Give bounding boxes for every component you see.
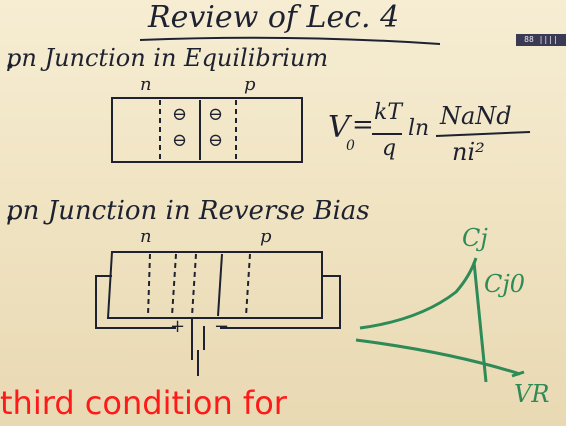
charge-1: ⊖ (172, 104, 188, 125)
equilibrium-junction-diagram (112, 98, 302, 162)
page-title: Review of Lec. 4 (148, 0, 400, 35)
eq-lhs-sub: 0 (346, 138, 355, 154)
eq-denominator-q: q (382, 136, 397, 161)
eq-numerator-kt: kT (374, 100, 403, 125)
charge-2: ⊖ (208, 104, 224, 125)
eq-equals: = (352, 110, 374, 140)
graph-x-label: VR (514, 380, 550, 408)
eq-frac-num: NaNd (440, 102, 512, 130)
label-p-equilibrium: p (244, 74, 256, 95)
subtitle-caption: third condition for (0, 384, 287, 422)
eq-frac-den: ni² (452, 138, 485, 166)
label-n-equilibrium: n (140, 74, 152, 95)
charge-3: ⊖ (172, 130, 188, 151)
heading-equilibrium: pn Junction in Equilibrium (6, 44, 329, 72)
x-axis (356, 340, 520, 374)
cj-curve (360, 258, 476, 328)
eq-lhs: V (328, 110, 350, 145)
battery-minus: − (214, 316, 230, 337)
eq-ln: ln (408, 116, 430, 141)
charge-4: ⊖ (208, 130, 224, 151)
reverse-bias-junction-diagram (96, 252, 340, 376)
graph-y-label: Cj (462, 224, 488, 252)
label-n-reverse: n (140, 226, 152, 247)
label-p-reverse: p (260, 226, 272, 247)
heading-reverse-bias: pn Junction in Reverse Bias (6, 196, 370, 226)
graph-point-label: Cj0 (484, 270, 526, 298)
corner-tag: 88 |||| (516, 34, 566, 46)
battery-plus: + (170, 316, 186, 337)
